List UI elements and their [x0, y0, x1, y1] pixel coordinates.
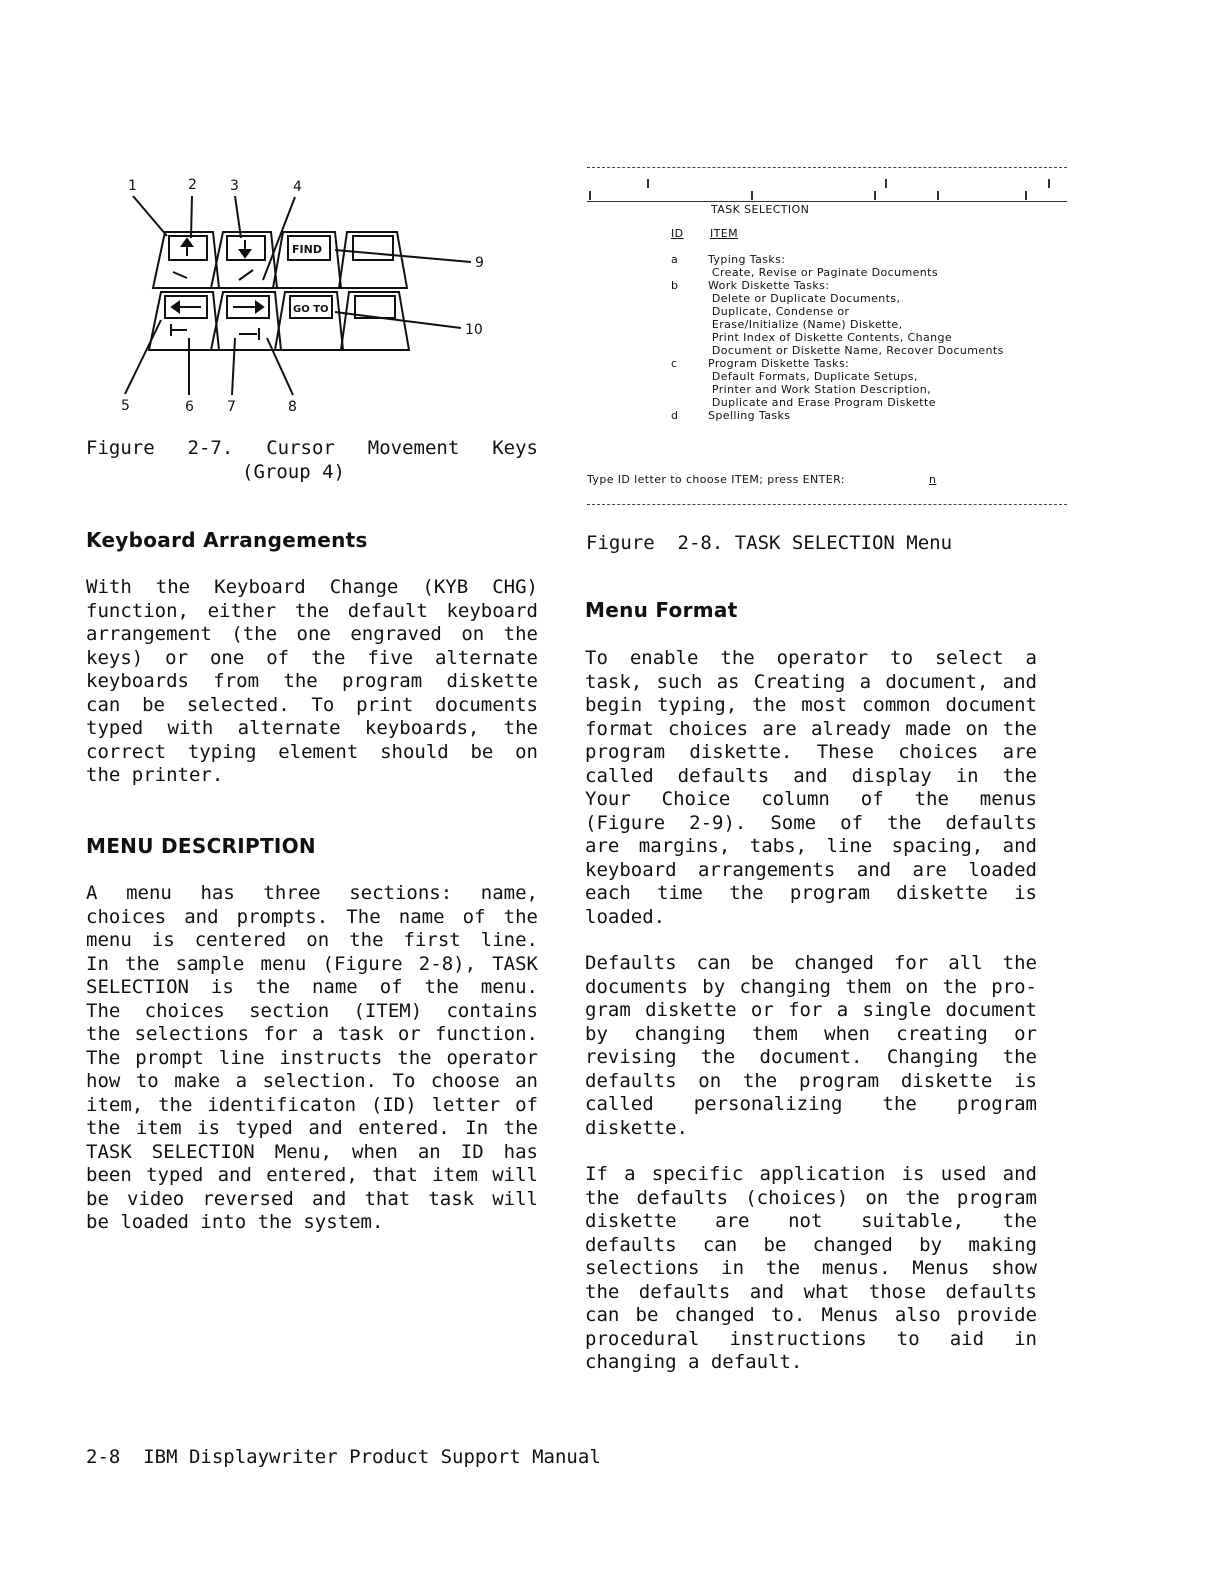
item-line: Duplicate, Condense or: [708, 305, 850, 318]
text-line: called defaults and display in the: [585, 764, 1037, 787]
caption-line-2: (Group 4): [242, 461, 345, 483]
caption-word: Cursor: [266, 437, 335, 459]
text-line: correct typing element should be on: [86, 740, 538, 763]
prompt-cursor[interactable]: n: [929, 473, 937, 486]
text-line: keyboard arrangements and are loaded: [585, 858, 1037, 881]
text-line: diskette are not suitable, the: [585, 1210, 1037, 1232]
text-line: begin typing, the most common document: [585, 694, 1037, 716]
item-line: Create, Revise or Paginate Documents: [708, 266, 938, 279]
callout-9: 9: [475, 255, 484, 271]
caption-word: Movement: [367, 437, 460, 459]
text-line: format choices are already made on the: [585, 717, 1037, 740]
callout-5: 5: [121, 398, 130, 414]
item-id-b[interactable]: b: [671, 279, 679, 292]
top-dashed-border: [587, 167, 1067, 168]
cursor-keys-figure: [95, 170, 515, 420]
text-line: the defaults and what those defaults: [585, 1280, 1037, 1303]
screen-title: TASK SELECTION: [711, 203, 810, 216]
text-line: the item is typed and entered. In the: [86, 1117, 538, 1139]
text-line: be loaded into the system.: [86, 1211, 384, 1233]
text-line: program diskette. These choices are: [585, 741, 1037, 763]
text-line: In the sample menu (Figure 2-8), TASK: [86, 952, 538, 975]
item-line: Print Index of Diskette Contents, Change: [708, 331, 953, 344]
text-line: are margins, tabs, line spacing, and: [585, 835, 1037, 857]
callout-3: 3: [230, 178, 239, 194]
paragraph-menu-format-3: [585, 1163, 1037, 1375]
goto-key-label: GO TO: [293, 304, 329, 315]
paragraph-keyboard-arrangements: [86, 576, 538, 788]
item-id-d[interactable]: d: [671, 409, 679, 422]
callout-6: 6: [185, 399, 194, 415]
callout-8: 8: [288, 399, 297, 415]
text-line: can be selected. To print documents: [86, 693, 538, 716]
text-line: (Figure 2-9). Some of the defaults: [585, 811, 1037, 834]
text-line: keys) or one of the five alternate: [86, 646, 538, 669]
text-line: The choices section (ITEM) contains: [86, 999, 538, 1022]
bottom-dashed-border: [587, 504, 1067, 505]
text-line: be video reversed and that task will: [86, 1187, 538, 1210]
text-line: arrangement (the one engraved on the: [86, 623, 538, 645]
text-line: diskette.: [585, 1116, 688, 1139]
item-line: Default Formats, Duplicate Setups,: [708, 370, 918, 383]
text-line: can be changed to. Menus also provide: [585, 1304, 1037, 1326]
paragraph-menu-format-2: [585, 952, 1037, 1140]
heading-menu-description: MENU DESCRIPTION: [86, 834, 316, 858]
callout-2: 2: [188, 177, 197, 193]
caption-word: Figure: [86, 437, 155, 459]
callout-4: 4: [293, 179, 302, 195]
task-selection-screen: [587, 163, 1067, 513]
text-line: each time the program diskette is: [585, 882, 1037, 904]
text-line: defaults can be changed by making: [585, 1233, 1037, 1256]
text-line: Your Choice column of the menus: [585, 788, 1037, 810]
text-line: choices and prompts. The name of the: [86, 905, 538, 928]
item-line: Printer and Work Station Description,: [708, 383, 932, 396]
item-line: Work Diskette Tasks:: [708, 279, 830, 292]
figure-2-7-caption: [86, 436, 538, 484]
text-line: the selections for a task or function.: [86, 1023, 538, 1045]
title-rule: [587, 201, 1067, 202]
text-line: function, either the default keyboard: [86, 599, 538, 622]
column-id-header: ID: [671, 227, 684, 240]
text-line: revising the document. Changing the: [585, 1046, 1037, 1068]
text-line: loaded.: [585, 905, 666, 928]
caption-word: 2-7.: [187, 437, 234, 459]
text-line: documents by changing them on the pro-: [585, 975, 1037, 998]
item-line: Duplicate and Erase Program Diskette: [708, 396, 936, 409]
column-item-header: ITEM: [710, 227, 739, 240]
text-line: The prompt line instructs the operator: [86, 1046, 538, 1069]
text-line: selections in the menus. Menus show: [585, 1257, 1037, 1279]
item-line: Document or Diskette Name, Recover Documents: [708, 344, 1004, 357]
caption-word: Keys: [492, 437, 538, 459]
figure-2-8-caption: Figure 2-8. TASK SELECTION Menu: [586, 532, 953, 554]
text-line: changing a default.: [585, 1351, 803, 1373]
item-line: Erase/Initialize (Name) Diskette,: [708, 318, 903, 331]
paragraph-menu-format-1: [585, 647, 1037, 929]
item-id-a[interactable]: a: [671, 253, 679, 266]
text-line: the printer.: [86, 764, 224, 786]
right-arrow-key: [211, 292, 281, 350]
callout-10: 10: [465, 322, 483, 338]
find-key-label: FIND: [292, 243, 322, 256]
text-line: keyboards from the program diskette: [86, 670, 538, 692]
text-line: SELECTION is the name of the menu.: [86, 976, 538, 998]
text-line: how to make a selection. To choose an: [86, 1070, 538, 1092]
text-line: by changing them when creating or: [585, 1022, 1037, 1045]
item-line: Program Diskette Tasks:: [708, 357, 850, 370]
text-line: task, such as Creating a document, and: [585, 670, 1037, 693]
text-line: procedural instructions to aid in: [585, 1327, 1037, 1350]
goto-key: [275, 292, 343, 350]
heading-menu-format: Menu Format: [585, 598, 738, 622]
callout-1: 1: [128, 178, 137, 194]
prompt-line: Type ID letter to choose ITEM; press ENTER:: [587, 473, 845, 486]
item-line: Delete or Duplicate Documents,: [708, 292, 901, 305]
find-key: [273, 232, 341, 288]
cursor-keys-illustration: [95, 170, 515, 420]
paragraph-menu-description: [86, 882, 538, 1235]
blank-key-top: [339, 232, 407, 288]
text-line: the defaults (choices) on the program: [585, 1186, 1037, 1209]
item-id-c[interactable]: c: [671, 357, 678, 370]
text-line: TASK SELECTION Menu, when an ID has: [86, 1140, 538, 1163]
text-line: If a specific application is used and: [585, 1163, 1037, 1185]
text-line: A menu has three sections: name,: [86, 882, 538, 904]
text-line: been typed and entered, that item will: [86, 1164, 538, 1186]
heading-keyboard-arrangements: Keyboard Arrangements: [86, 528, 368, 552]
text-line: With the Keyboard Change (KYB CHG): [86, 576, 538, 598]
page-footer: 2-8 IBM Displaywriter Product Support Manual: [86, 1446, 601, 1468]
item-line: Typing Tasks:: [708, 253, 786, 266]
text-line: typed with alternate keyboards, the: [86, 717, 538, 739]
text-line: defaults on the program diskette is: [585, 1069, 1037, 1092]
text-line: Defaults can be changed for all the: [585, 952, 1037, 974]
text-line: menu is centered on the first line.: [86, 929, 538, 951]
text-line: gram diskette or for a single document: [585, 999, 1037, 1021]
callout-7: 7: [227, 399, 236, 415]
text-line: called personalizing the program: [585, 1093, 1037, 1115]
text-line: To enable the operator to select a: [585, 647, 1037, 669]
item-line: Spelling Tasks: [708, 409, 791, 422]
text-line: item, the identificaton (ID) letter of: [86, 1093, 538, 1116]
